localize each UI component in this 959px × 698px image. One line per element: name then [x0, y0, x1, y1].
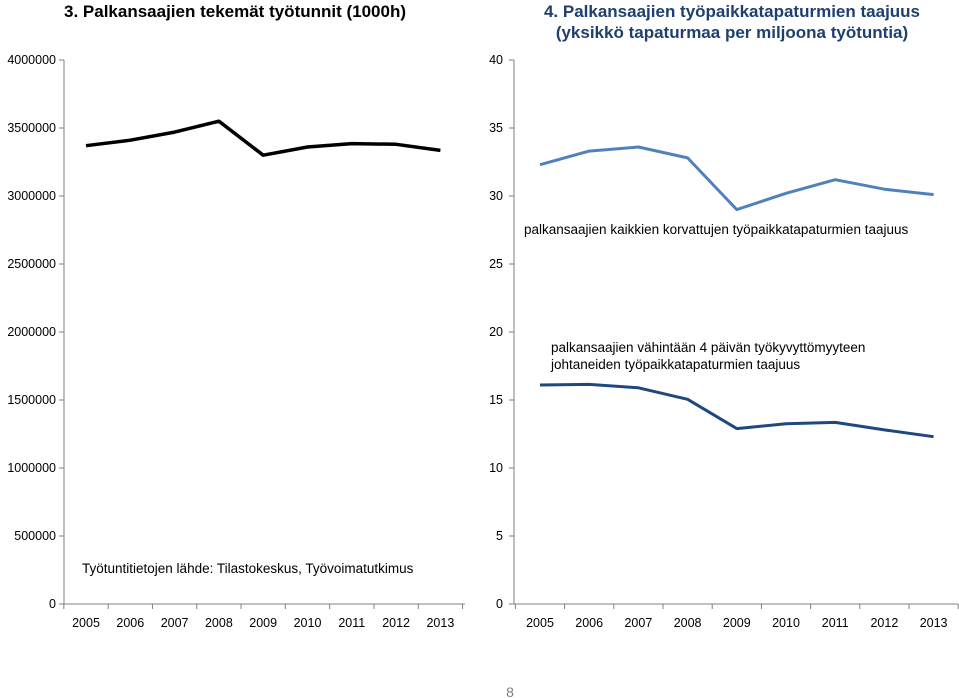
right-x-tick-label: 2009	[722, 616, 751, 630]
left-x-tick-label: 2010	[293, 616, 322, 630]
right-y-tick-label: 10	[489, 461, 503, 475]
right-x-tick-label: 2010	[772, 616, 800, 630]
right-series-line-1	[540, 147, 934, 210]
right-series-line-2	[540, 384, 934, 436]
right-x-tick-label: 2008	[673, 616, 702, 630]
left-y-tick-labels	[7, 53, 56, 611]
right-y-tick-labels	[489, 53, 503, 611]
right-y-tick-label: 15	[489, 393, 503, 407]
left-x-tick-label: 2005	[72, 616, 100, 630]
page-number: 8	[506, 684, 514, 698]
left-y-tick-label: 1500000	[7, 393, 56, 407]
left-y-tick-label: 3500000	[7, 121, 56, 135]
right-y-tick-label: 35	[489, 121, 503, 135]
left-x-tick-label: 2006	[116, 616, 145, 630]
left-y-tick-label: 1000000	[7, 461, 56, 475]
right-chart-axes	[509, 60, 958, 609]
left-x-tick-label: 2013	[426, 616, 455, 630]
left-chart-series	[86, 121, 440, 155]
right-x-tick-label: 2012	[870, 616, 899, 630]
left-x-tick-label: 2007	[160, 616, 189, 630]
right-y-tick-label: 25	[489, 257, 503, 271]
right-x-tick-labels	[526, 616, 947, 630]
left-series-line-1	[86, 121, 440, 155]
left-x-tick-label: 2012	[382, 616, 411, 630]
left-chart-source-note: Työtuntitietojen lähde: Tilastokeskus, Työvoimatutkimus	[82, 561, 414, 576]
series-label-4day-line1: palkansaajien vähintään 4 päivän työkyvyttömyyteen	[551, 340, 866, 355]
right-chart-title-line1: 4. Palkansaajien työpaikkatapaturmien taajuus	[543, 2, 921, 21]
left-x-tick-labels	[72, 616, 454, 630]
left-y-tick-label: 500000	[14, 529, 56, 543]
left-y-tick-label: 4000000	[7, 53, 56, 67]
right-x-tick-label: 2006	[575, 616, 604, 630]
left-y-tick-label: 2000000	[7, 325, 56, 339]
left-y-tick-label: 3000000	[7, 189, 56, 203]
right-x-tick-label: 2013	[919, 616, 948, 630]
left-x-tick-label: 2008	[204, 616, 233, 630]
left-chart-title: 3. Palkansaajien tekemät työtunnit (1000h)	[64, 2, 407, 21]
right-x-tick-label: 2007	[624, 616, 653, 630]
right-y-tick-label: 0	[496, 597, 503, 611]
left-x-tick-label: 2009	[249, 616, 278, 630]
left-x-tick-label: 2011	[338, 616, 366, 630]
right-x-tick-label: 2011	[821, 616, 849, 630]
right-y-tick-label: 20	[489, 325, 503, 339]
left-y-tick-label: 0	[49, 597, 56, 611]
left-y-tick-label: 2500000	[7, 257, 56, 271]
right-y-tick-label: 40	[489, 53, 503, 67]
right-y-tick-label: 5	[496, 529, 503, 543]
series-label-4day-line2: johtaneiden työpaikkatapaturmien taajuus	[551, 357, 801, 372]
right-x-tick-label: 2005	[526, 616, 554, 630]
series-label-all-accidents: palkansaajien kaikkien korvattujen työpaikkatapaturmien taajuus	[524, 222, 909, 237]
right-chart-title-line2: (yksikkö tapaturmaa per miljoona työtuntia)	[555, 23, 909, 42]
right-y-tick-label: 30	[489, 189, 503, 203]
right-chart-series	[540, 147, 934, 437]
